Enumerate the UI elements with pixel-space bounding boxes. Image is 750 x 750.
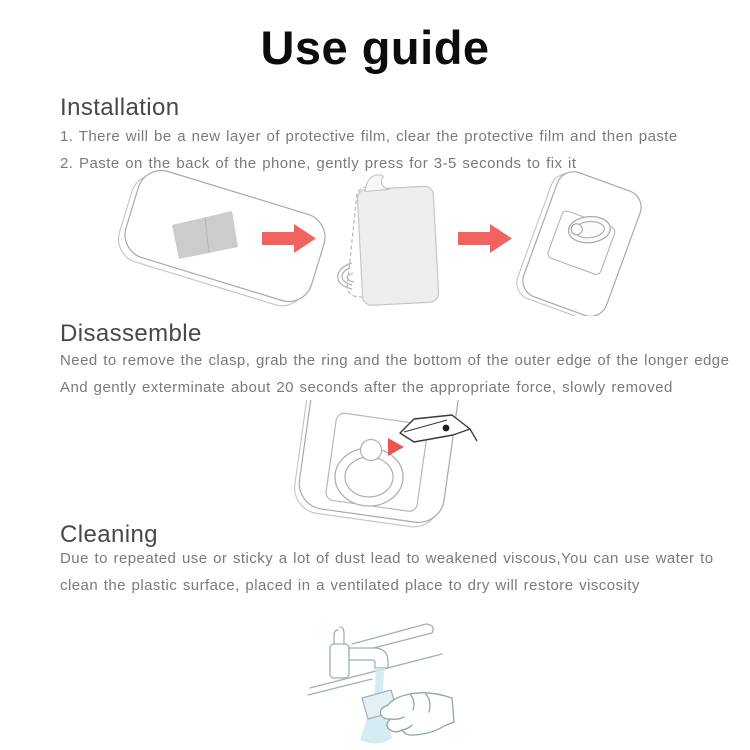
disassemble-line-1: Need to remove the clasp, grab the ring and the bottom of the outer edge of the longer edge [60,352,730,369]
cleaning-line-2: clean the plastic surface, placed in a ventilated place to dry will restore viscosity [60,577,640,594]
installation-heading: Installation [60,94,180,121]
disassemble-illustration [0,400,750,530]
disassemble-line-2: And gently exterminate about 20 seconds after the appropriate force, slowly removed [60,379,673,396]
cleaning-illustration [0,608,750,750]
cleaning-line-1: Due to repeated use or sticky a lot of dust lead to weakened viscous,You can use water to [60,550,714,567]
cleaning-heading: Cleaning [60,521,158,548]
installation-step-2: 2. Paste on the back of the phone, gently press for 3-5 seconds to fix it [60,155,577,172]
installation-illustration [0,168,750,316]
phone-with-ring-icon [512,168,646,316]
page-title: Use guide [260,21,490,74]
film-peel-icon [338,172,439,306]
installation-step-1: 1. There will be a new layer of protective film, clear the protective film and then paste [60,128,678,145]
disassemble-heading: Disassemble [60,320,202,347]
red-arrow-icon [458,224,512,253]
